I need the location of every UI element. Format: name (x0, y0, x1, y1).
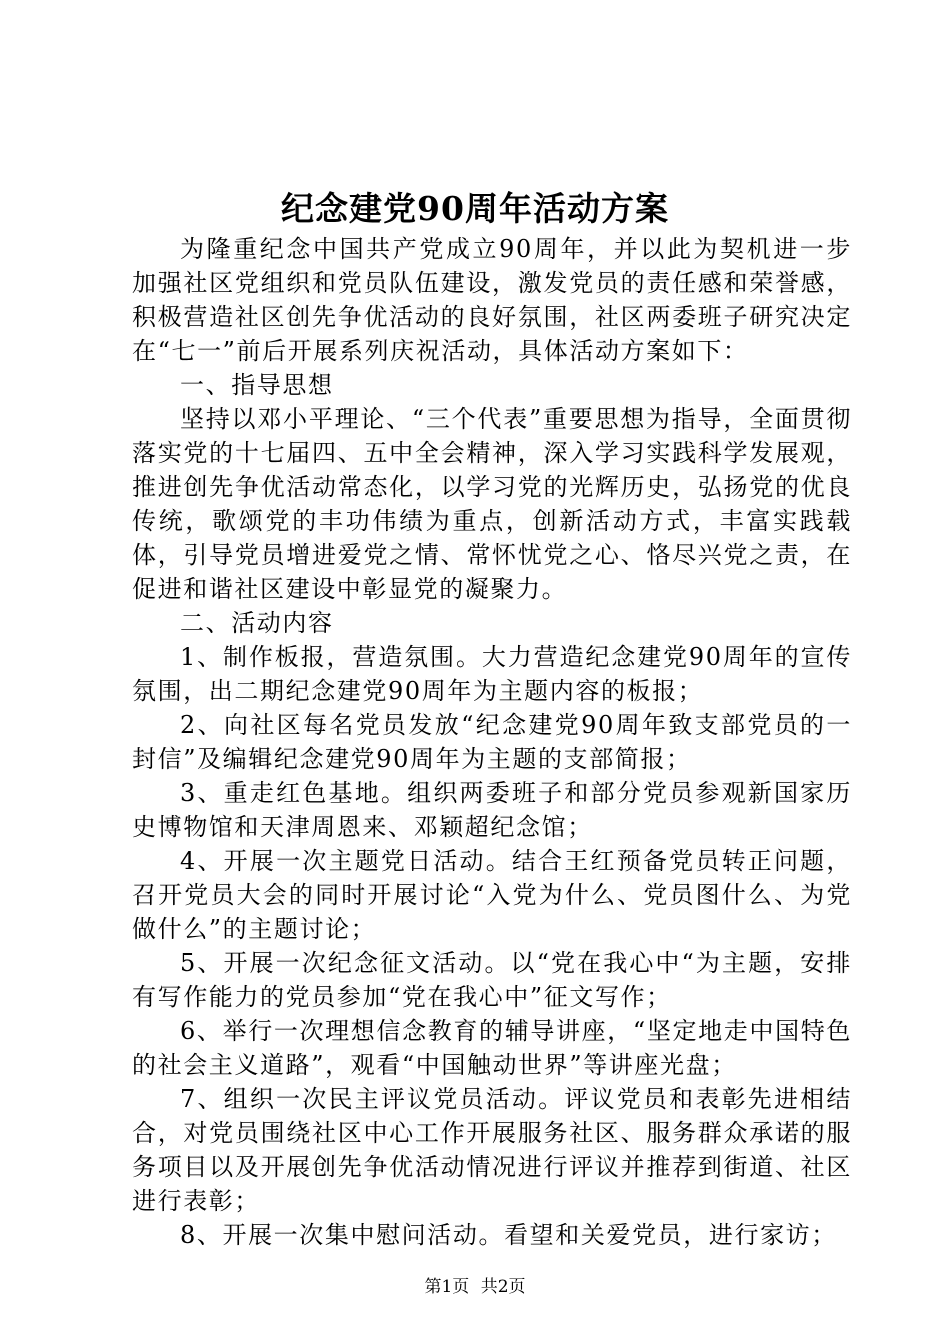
page-total: 共2页 (480, 1277, 526, 1297)
page-footer (0, 1275, 950, 1299)
activity-item-4: 4、开展一次主题党日活动。结合王红预备党员转正问题，召开党员大会的同时开展讨论“入党为什么、党员图什么、为党做什么”的主题讨论； (132, 847, 852, 943)
page-number: 第1页 (424, 1277, 470, 1297)
activity-item-6: 6、举行一次理想信念教育的辅导讲座，“坚定地走中国特色的社会主义道路”，观看“中国触动世界”等讲座光盘； (132, 1017, 852, 1079)
section-heading-activity-content: 二、活动内容 (180, 609, 334, 637)
activity-item-2: 2、向社区每名党员发放“纪念建党90周年致支部党员的一封信”及编辑纪念建党90周年为主题的支部简报； (132, 711, 852, 773)
intro-paragraph: 为隆重纪念中国共产党成立90周年，并以此为契机进一步加强社区党组织和党员队伍建设，激发党员的责任感和荣誉感，积极营造社区创先争优活动的良好氛围，社区两委班子研究决定在“七一”前后开展系列庆祝活动，具体活动方案如下： (132, 235, 852, 365)
activity-item-5: 5、开展一次纪念征文活动。以“党在我心中“为主题，安排有写作能力的党员参加“党在我心中”征文写作； (132, 949, 852, 1011)
document-title: 纪念建党90周年活动方案 (281, 189, 669, 228)
activity-item-3: 3、重走红色基地。组织两委班子和部分党员参观新国家历史博物馆和天津周恩来、邓颖超纪念馆； (132, 779, 852, 841)
guiding-ideology-paragraph: 坚持以邓小平理论、“三个代表”重要思想为指导，全面贯彻落实党的十七届四、五中全会精神，深入学习实践科学发展观，推进创先争优活动常态化，以学习党的光辉历史，弘扬党的优良传统，歌颂党的丰功伟绩为重点，创新活动方式，丰富实践载体，引导党员增进爱党之情、常怀忧党之心、恪尽兴党之责，在促进和谐社区建设中彰显党的凝聚力。 (132, 405, 852, 603)
activity-item-8: 8、开展一次集中慰问活动。看望和关爱党员，进行家访； (180, 1221, 837, 1249)
activity-item-7: 7、组织一次民主评议党员活动。评议党员和表彰先进相结合，对党员围绕社区中心工作开展服务社区、服务群众承诺的服务项目以及开展创先争优活动情况进行评议并推荐到街道、社区进行表彰； (132, 1085, 852, 1215)
document-body (132, 232, 852, 1252)
section-heading-guiding-ideology: 一、指导思想 (180, 371, 334, 399)
activity-item-1: 1、制作板报，营造氛围。大力营造纪念建党90周年的宣传氛围，出二期纪念建党90周年为主题内容的板报； (132, 643, 852, 705)
